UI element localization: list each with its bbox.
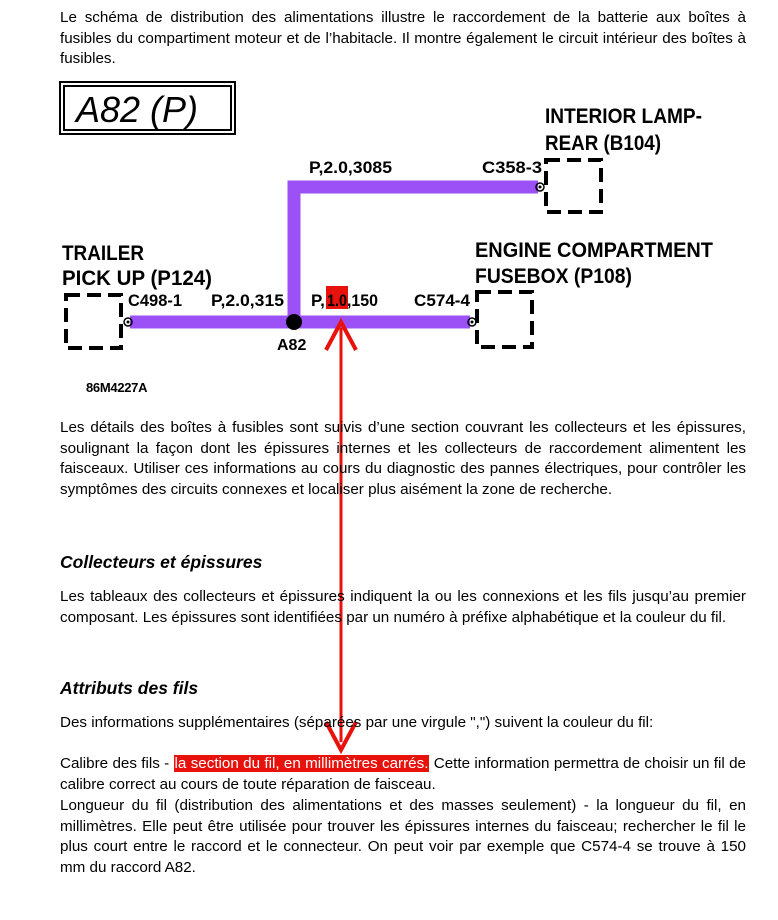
figure-reference: 86M4227A: [86, 380, 148, 395]
gauge-paragraph: [60, 754, 746, 795]
wire-right-label-a: P,: [311, 291, 325, 310]
heading-attributes: Attributs des fils: [60, 678, 199, 698]
gauge-prefix: Calibre des fils -: [60, 755, 174, 772]
connector-c574-pin: [471, 321, 474, 324]
title-box-text: A82 (P): [76, 89, 199, 130]
heading-collectors: Collecteurs et épissures: [60, 552, 263, 572]
engine-fusebox-label-2: FUSEBOX (P108): [475, 265, 632, 288]
trailer-label-1: TRAILER: [62, 242, 144, 265]
collectors-paragraph: Les tableaux des collecteurs et épissures indiquent la ou les connexions et les fils jusqu’au premier composant. Les épissures sont identifiées par un numéro à préfixe alphabétique et la couleur du fil.: [60, 588, 746, 626]
connector-c574-label: C574-4: [414, 291, 471, 310]
connector-c498-label: C498-1: [128, 291, 182, 310]
wire-right-label-gauge: 1.0: [327, 291, 347, 310]
interior-lamp-box: [546, 160, 601, 212]
length-paragraph: Longueur du fil (distribution des alimentations et des masses seulement) - la longueur du fil, en millimètres. Elle peut être utilisée pour trouver les épissures internes du faisceau; rechercher le fil le plus court entre le raccord et le connecteur. On peut voir par exemple que C574-4 se trouve à 150 mm du raccord A82.: [60, 797, 746, 876]
engine-fusebox-label-1: ENGINE COMPARTMENT: [475, 239, 714, 262]
connector-c358-pin: [539, 186, 542, 189]
wire-left-label: P,2.0,315: [211, 291, 284, 310]
wire-right-label-b: ,150: [347, 291, 378, 310]
interior-lamp-label-1: INTERIOR LAMP-: [545, 105, 703, 128]
trailer-pickup-box: [66, 295, 121, 348]
gauge-suffix: Cette information permettra de choisir un fil de calibre correct au cours de toute réparation de faisceau.: [60, 755, 747, 793]
attributes-intro: Des informations supplémentaires (séparées par une virgule ",") suivent la couleur du fil:: [60, 714, 654, 731]
splice-label: A82: [277, 337, 307, 354]
splice-dot: [286, 314, 302, 330]
connector-c358-label: C358-3: [482, 158, 542, 177]
connector-c498-pin: [127, 321, 130, 324]
details-paragraph: Les détails des boîtes à fusibles sont suivis d’une section couvrant les collecteurs et les épissures, soulignant la façon dont les épissures internes et les collecteurs de raccordement alimentent les faisceaux. Utiliser ces informations au cours du diagnostic des pannes électriques, pour contrôler les symptômes des circuits connexes et localiser plus aisément la zone de recherche.: [60, 419, 746, 498]
gauge-highlight: la section du fil, en millimètres carrés.: [174, 755, 429, 772]
trailer-label-2: PICK UP (P124): [62, 267, 212, 290]
interior-lamp-label-2: REAR (B104): [545, 132, 661, 155]
intro-paragraph: Le schéma de distribution des alimentations illustre le raccordement de la batterie aux boîtes à fusibles du compartiment moteur et de l’habitacle. Il montre également le circuit intérieur des boîtes à fusibles.: [60, 9, 746, 67]
engine-fusebox-box: [477, 292, 532, 347]
wire-top-label: P,2.0,3085: [309, 158, 392, 177]
